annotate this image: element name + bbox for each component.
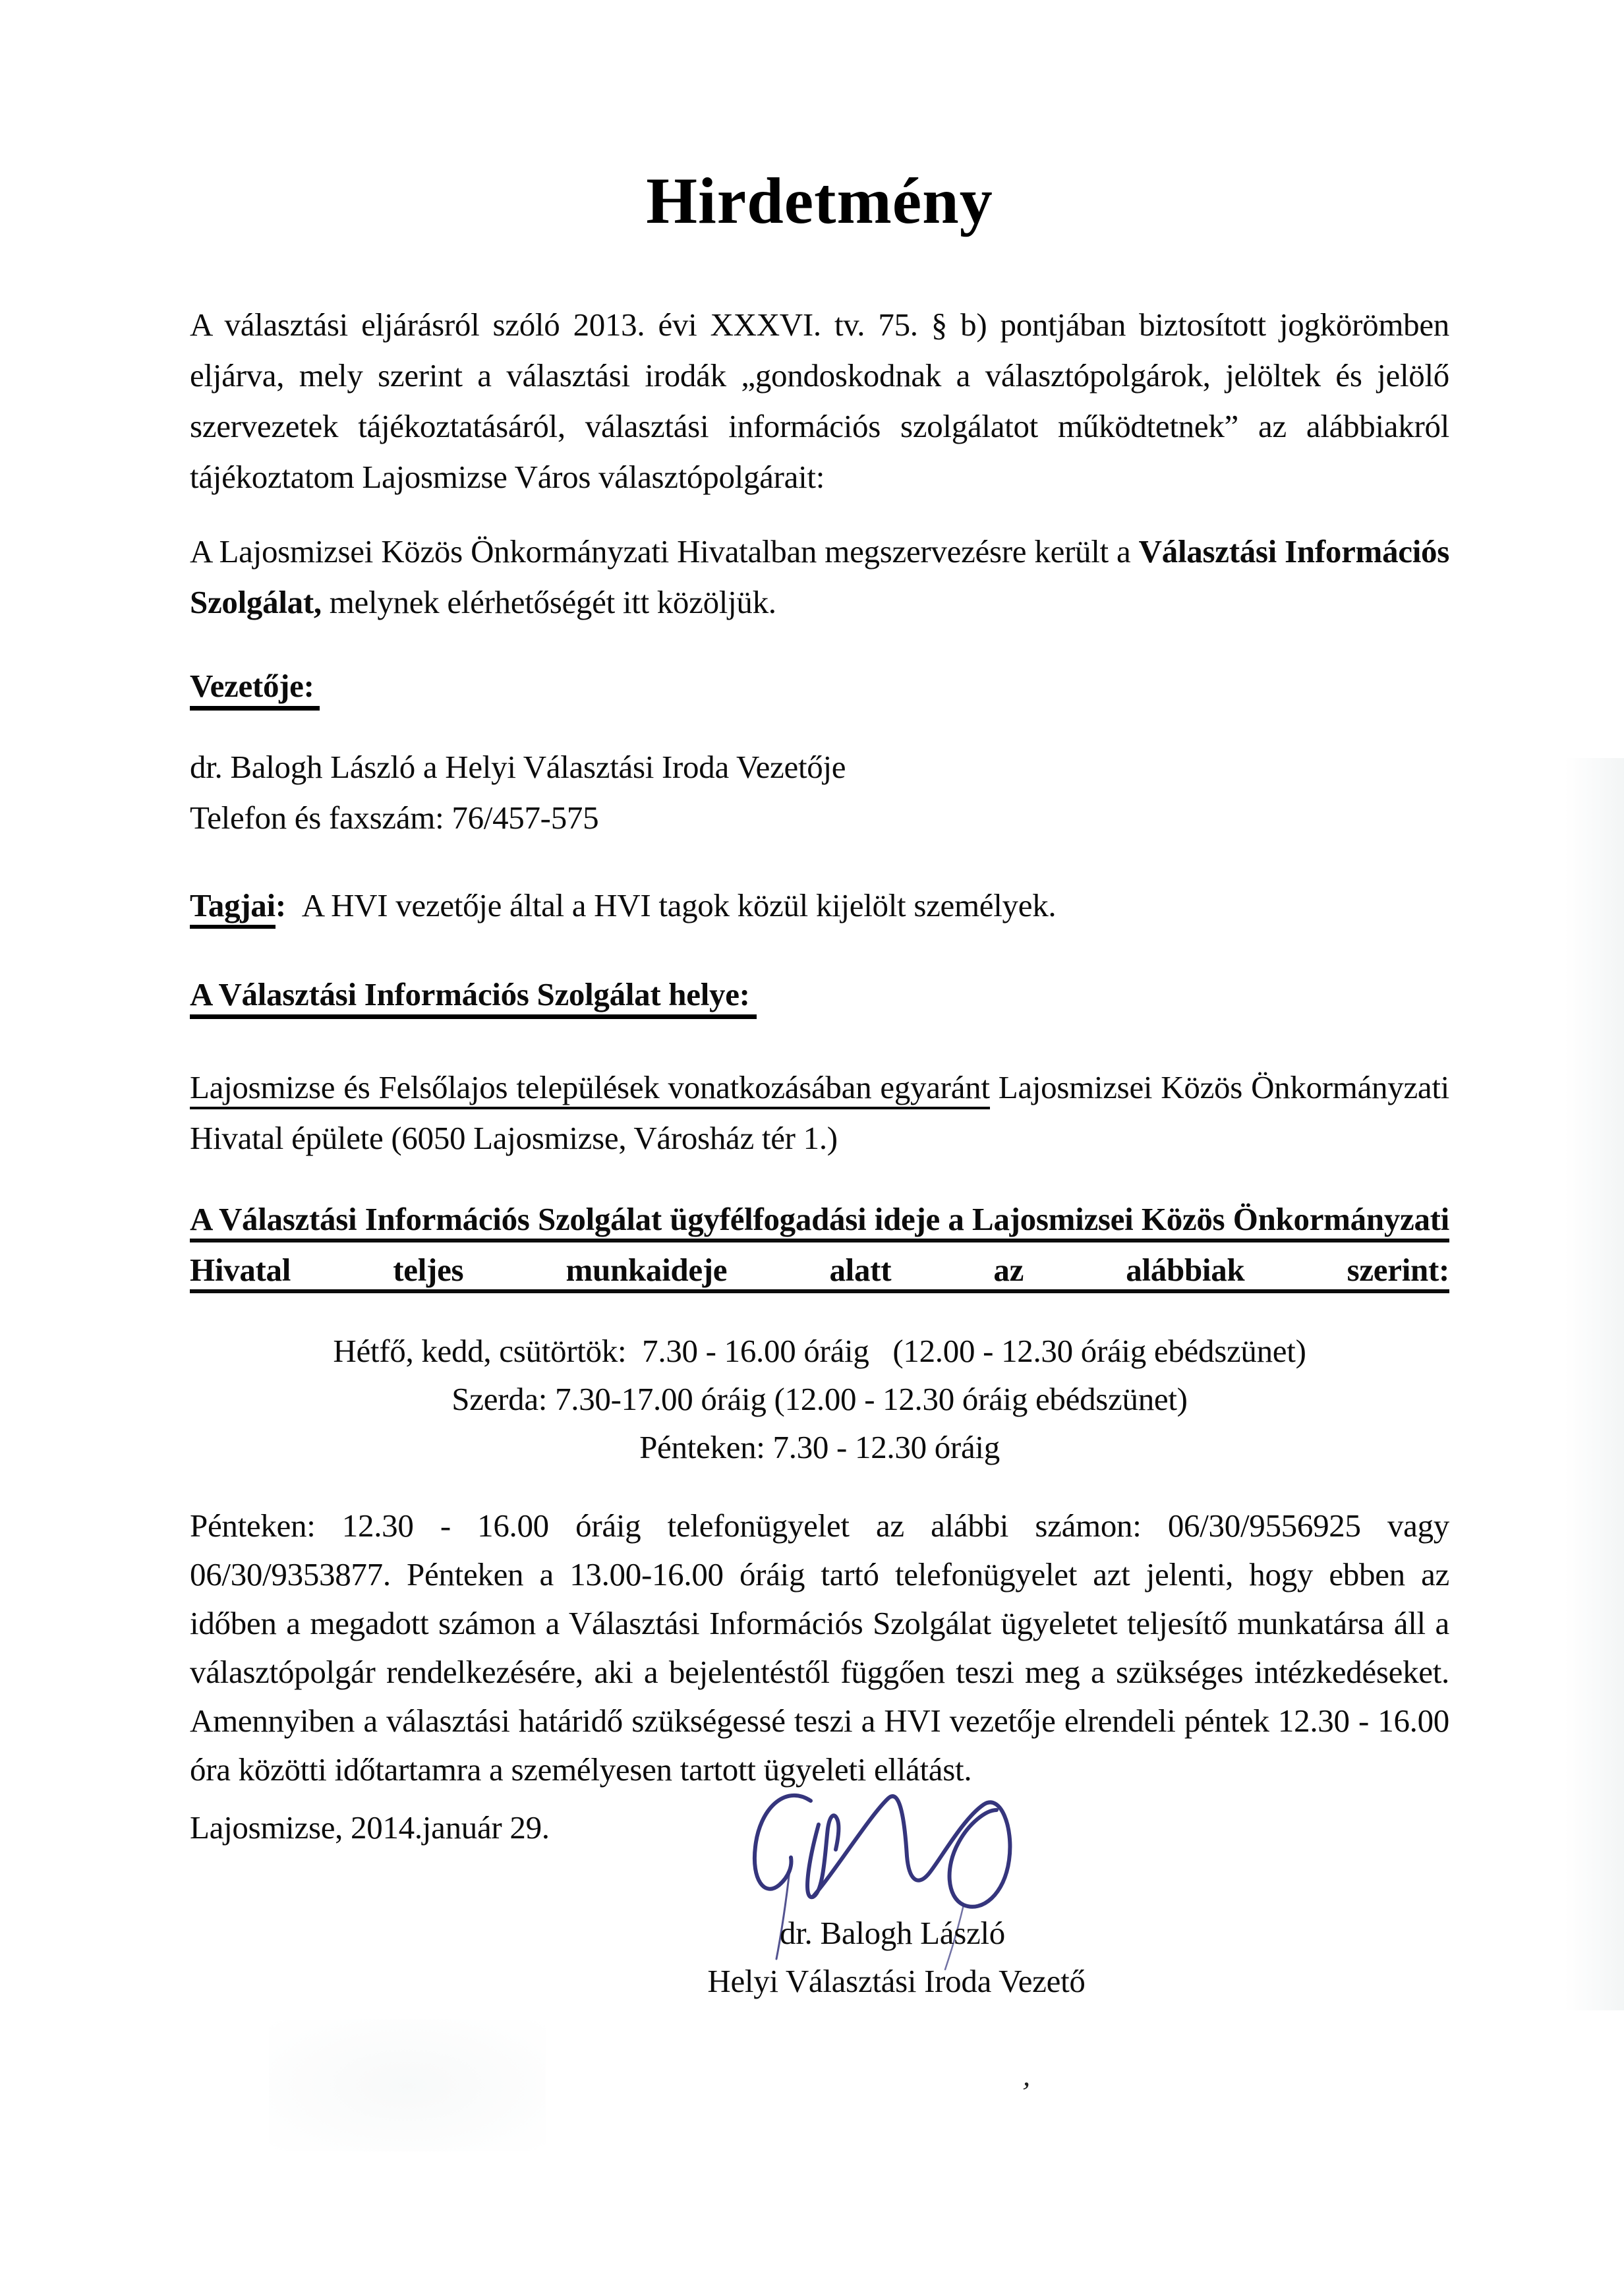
leader-phone-line: Telefon és faxszám: 76/457-575 <box>190 800 599 836</box>
leader-name-line: dr. Balogh László a Helyi Választási Iroda Vezetője <box>190 749 846 785</box>
phone-duty-paragraph: Pénteken: 12.30 - 16.00 óráig telefonügyelet az alábbi számon: 06/30/9556925 vagy 06/30/9353877. Pénteken a 13.00-16.00 óráig tartó telefonügyelet azt jelenti, hogy ebben az időben a megadott számon a Választási Információs Szolgálat ügyeletet teljesítő munkatársa áll a választópolgár rendelkezésére, aki a bejelentéstől függően teszi meg a szükséges intézkedéseket. Amennyiben a választási határidő szükségessé teszi a HVI vezetője elrendeli péntek 12.30 - 16.00 óra közötti időtartamra a személyesen tartott ügyeleti ellátást. <box>190 1507 1449 1788</box>
members-text: A HVI vezetője által a HVI tagok közül kijelölt személyek. <box>301 887 1057 923</box>
schedule-line-monday: Hétfő, kedd, csütörtök: 7.30 - 16.00 óráig (12.00 - 12.30 óráig ebédszünet) <box>333 1333 1306 1369</box>
location-rest-segment: Lajosmizsei Közös Önkormányzati Hivatal épülete (6050 Lajosmizse, Városház tér 1.) <box>190 1069 1449 1156</box>
schedule-block <box>190 1327 1449 1471</box>
document-title: Hirdetmény <box>646 164 993 237</box>
hours-heading: A Választási Információs Szolgálat ügyfélfogadási ideje a Lajosmizsei Közös Önkormányzati Hivatal teljes munkaideje alatt az alábbiak szerint: <box>190 1201 1449 1288</box>
leader-heading-text: Vezetője: <box>190 668 320 711</box>
signature-footer <box>190 1802 1449 2171</box>
service-paragraph-tail: melynek elérhetőségét itt közöljük. <box>321 584 776 620</box>
leader-block <box>190 742 1449 843</box>
stray-ink-mark: , <box>1022 2059 1034 2093</box>
members-label: Tagjai <box>190 887 276 929</box>
signer-title: Helyi Választási Iroda Vezető <box>707 1963 1086 1999</box>
location-paragraph <box>190 1062 1449 1163</box>
date-line: Lajosmizse, 2014.január 29. <box>190 1809 550 1846</box>
service-paragraph <box>190 526 1449 628</box>
intro-paragraph: A választási eljárásról szóló 2013. évi XXXVI. tv. 75. § b) pontjában biztosított jogkörömben eljárva, mely szerint a választási irodák „gondoskodnak a választópolgárok, jelöltek és jelölő szervezetek tájékoztatásáról, választási információs szolgálatot működtetnek” az alábbiakról tájékoztatom Lajosmizse Város választópolgárait: <box>190 307 1449 495</box>
members-separator: : <box>275 887 302 923</box>
location-underlined-segment: Lajosmizse és Felsőlajos települések vonatkozásában egyaránt <box>190 1069 990 1109</box>
schedule-line-wednesday: Szerda: 7.30-17.00 óráig (12.00 - 12.30 óráig ebédszünet) <box>451 1381 1188 1417</box>
service-paragraph-lead: A Lajosmizsei Közös Önkormányzati Hivatalban megszervezésre került a <box>190 533 1139 570</box>
service-paragraph-bold-name: Választási Információs Szolgálat, <box>190 533 1449 620</box>
location-heading <box>190 969 1449 1020</box>
members-line <box>190 880 1449 931</box>
schedule-line-friday: Pénteken: 7.30 - 12.30 óráig <box>639 1429 1000 1465</box>
leader-heading <box>190 660 1449 711</box>
location-heading-text: A Választási Információs Szolgálat helye: <box>190 976 757 1019</box>
signer-name: dr. Balogh László <box>780 1915 1005 1951</box>
